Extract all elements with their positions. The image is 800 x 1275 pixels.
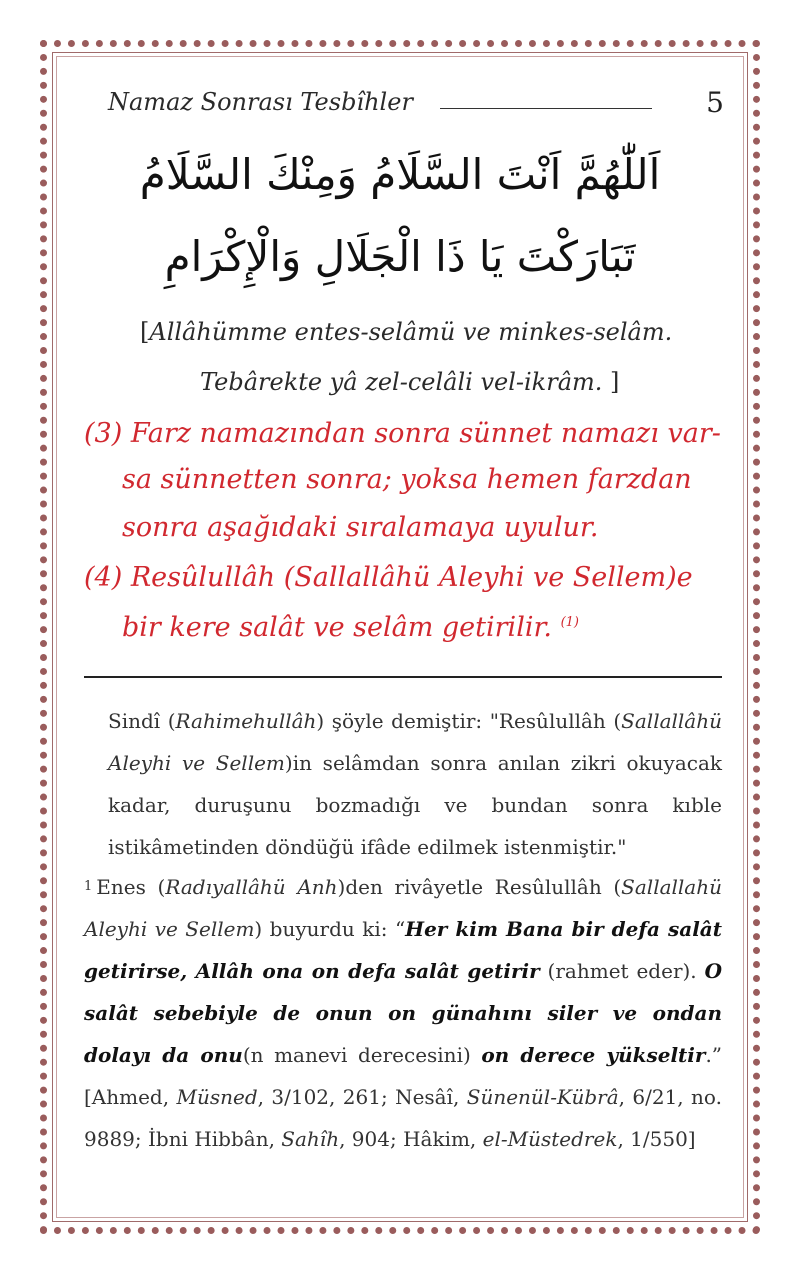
fn-text-9: , 904; Hâkim,: [339, 1127, 483, 1151]
arabic-line-1: اَللّٰهُمَّ اَنْتَ السَّلَامُ وَمِنْكَ السَّلَامُ: [139, 150, 661, 199]
footnote-mark: 1: [84, 879, 93, 894]
fn-italic-musned: Müsned: [176, 1085, 258, 1109]
fn-text-2: )den rivâyetle Resûlullâh (: [337, 875, 622, 899]
fn-bold-3: on derece yükseltir: [481, 1043, 706, 1067]
fn-italic-sunen: Sünenül-Kübrâ: [466, 1085, 619, 1109]
note-italic-1: Rahimehullâh: [175, 709, 317, 733]
note-text-3: )in selâmdan sonra anılan zikri okuyacak kadar, duruşunu bozmadığı ve bundan sonra kıble istikâmetinden döndüğü ifâde edilmek istenmiştir.": [108, 751, 723, 859]
fn-text-6: .” [Ahmed,: [84, 1043, 723, 1109]
fn-text-10: , 1/550]: [617, 1127, 696, 1151]
fn-text-1: Enes (: [96, 875, 166, 899]
footnote-reference: (1): [560, 615, 579, 630]
fn-bold-1: Her kim Bana bir defa salât getirirse, Allâh ona on defa salât getirir: [84, 917, 722, 983]
running-title: Namaz Sonrası Tesbîhler: [108, 88, 413, 116]
page-header: [108, 84, 728, 124]
footnote-separator: [84, 676, 722, 678]
page-number: 5: [706, 86, 724, 119]
fn-text-3: ) buyurdu ki: “: [254, 917, 406, 941]
instruction-4-text: bir kere salât ve selâm getirilir.: [122, 612, 552, 643]
header-rule: [440, 108, 652, 109]
arabic-line-2: تَبَارَكْتَ يَا ذَا الْجَلَالِ وَالْإِكْرَامِ: [164, 232, 636, 281]
bracket-close: ]: [610, 368, 620, 396]
transliteration-text-1: Allâhümme entes-selâmü ve minkes-selâm.: [149, 318, 673, 346]
instruction-3-line-1: (3) Farz namazından sonra sünnet namazı var-: [84, 418, 721, 449]
instruction-3-line-2: sa sünnetten sonra; yoksa hemen farzdan: [122, 464, 692, 495]
instruction-4-line-2: [122, 612, 579, 643]
transliteration-line-1: [140, 318, 672, 346]
fn-italic-mustedrek: el-Müstedrek: [482, 1127, 618, 1151]
fn-italic-sahih: Sahîh: [281, 1127, 340, 1151]
fn-italic-2: Sallallahü Aleyhi ve Sellem: [84, 875, 722, 941]
transliteration-line-2: [200, 368, 619, 396]
fn-italic-1: Radıyallâhü Anh: [165, 875, 338, 899]
fn-bold-2: O salât sebebiyle de onun on günahını siler ve ondan dolayı da onu: [84, 959, 722, 1067]
fn-text-8: , 6/21, no. 9889; İbni Hibbân,: [84, 1085, 722, 1151]
note-text-2: ) şöyle demiştir: "Resûlullâh (: [316, 709, 622, 733]
bracket-open: [: [140, 318, 150, 346]
footnote-1: [84, 866, 722, 1160]
commentary-paragraph: [108, 700, 722, 868]
fn-text-4: (rahmet eder).: [539, 959, 705, 983]
instruction-4-line-1: (4) Resûlullâh (Sallallâhü Aleyhi ve Sellem)e: [84, 562, 693, 593]
fn-text-7: , 3/102, 261; Nesâî,: [257, 1085, 467, 1109]
transliteration-text-2: Tebârekte yâ zel-celâli vel-ikrâm.: [200, 368, 603, 396]
note-italic-2: Sallallâhü Aleyhi ve Sellem: [108, 709, 722, 775]
fn-text-5: (n manevi derecesini): [242, 1043, 482, 1067]
instruction-3-line-3: sonra aşağıdaki sıralamaya uyulur.: [122, 512, 599, 543]
note-text-1: Sindî (: [108, 709, 176, 733]
